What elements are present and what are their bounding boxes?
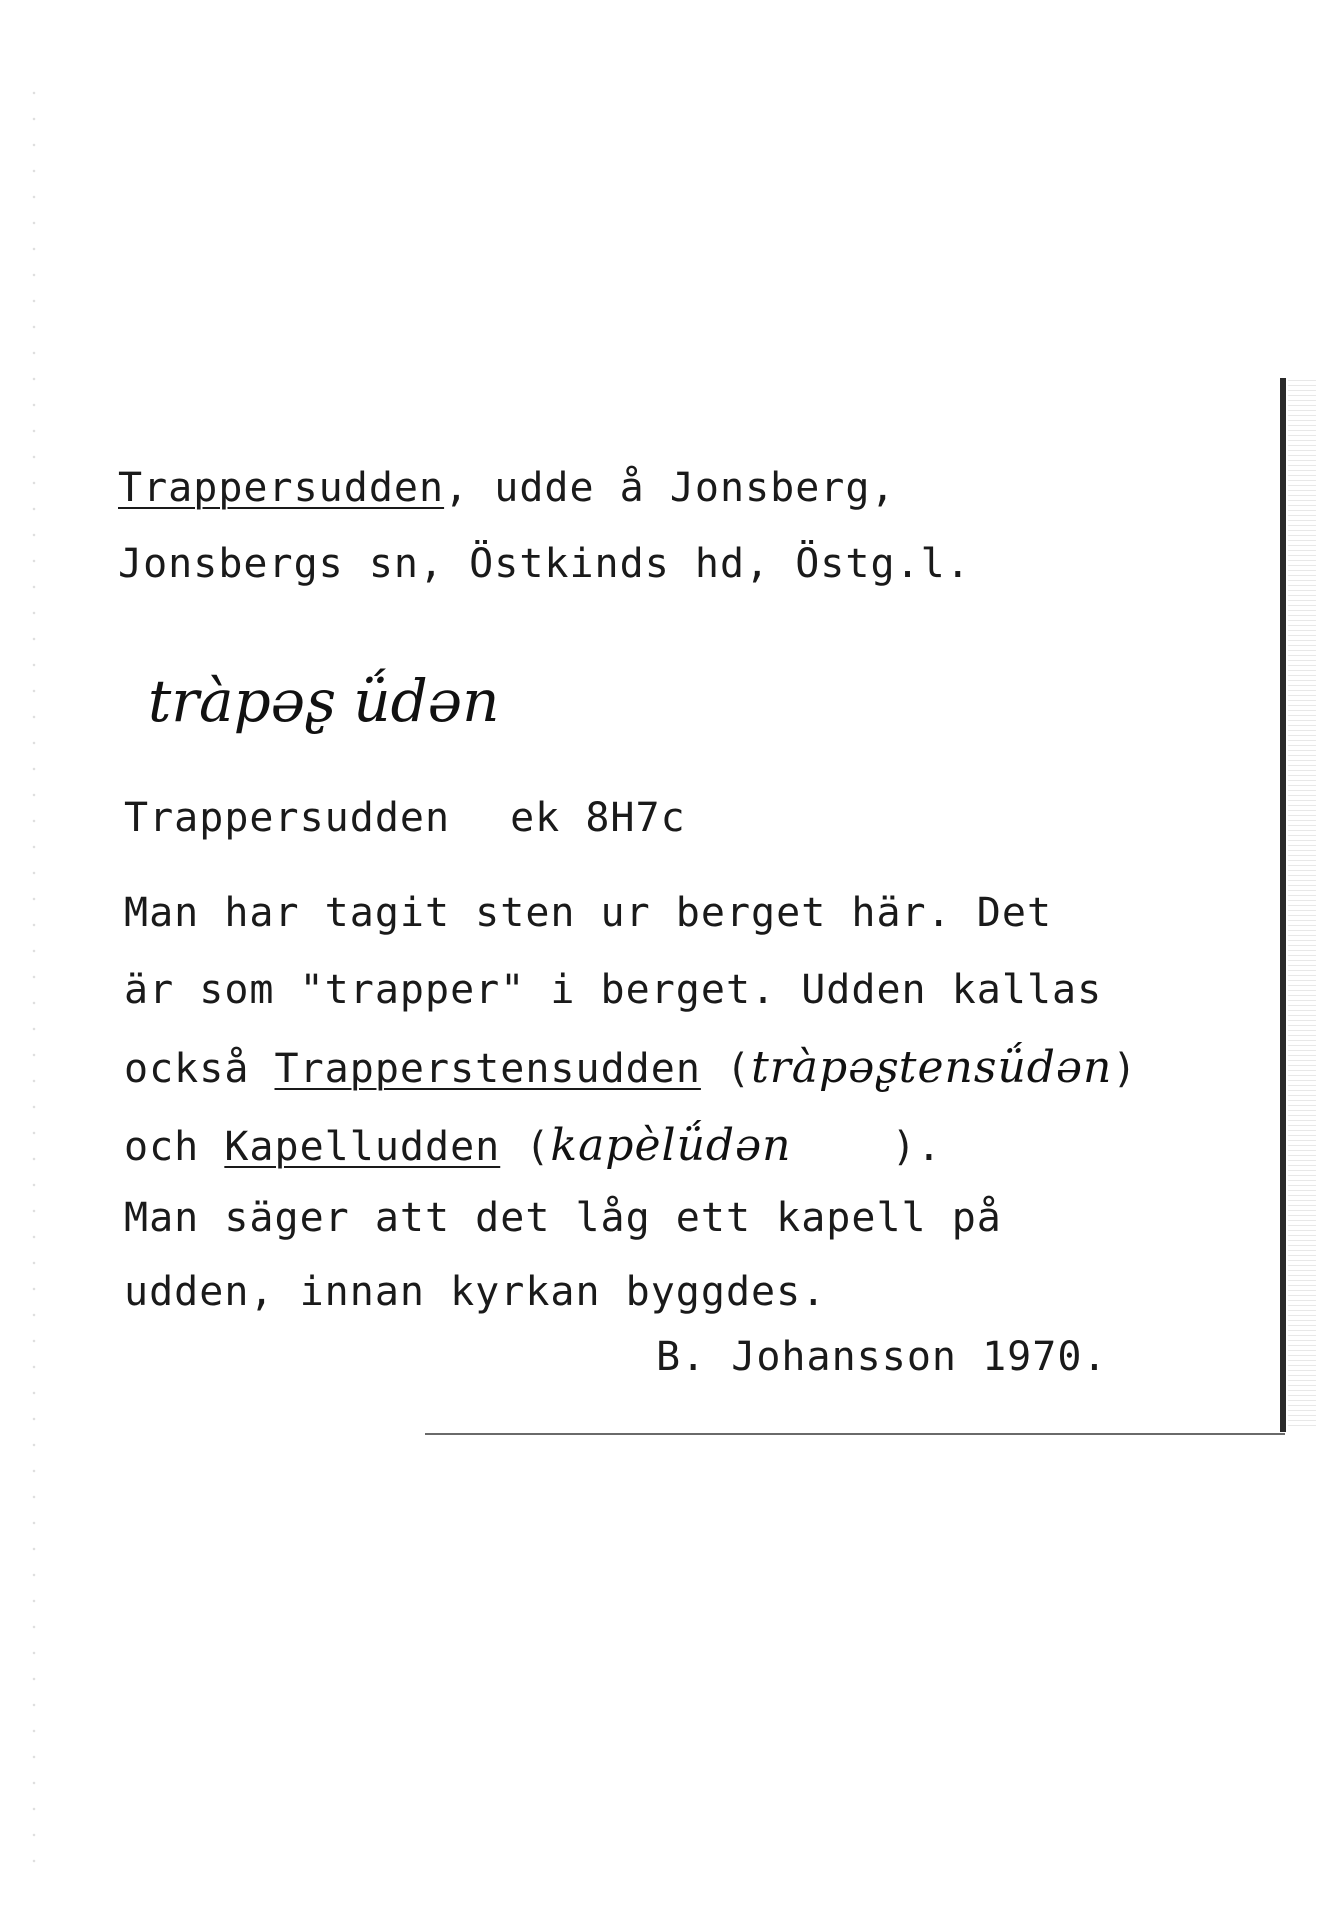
signature: B. Johansson 1970. [656, 1334, 1108, 1380]
body-line-6: udden, innan kyrkan byggdes. [124, 1269, 827, 1315]
place-name: Trappersudden [118, 465, 445, 511]
map-ref-code: ek 8H7c [510, 795, 686, 841]
paren-open: ( [500, 1124, 551, 1170]
paren-close: ). [791, 1124, 942, 1170]
heading-line [118, 465, 896, 511]
card-bottom-border [425, 1433, 1285, 1435]
body-line-3-prefix: också [124, 1046, 275, 1092]
map-reference-line [124, 795, 686, 841]
body-line-1: Man har tagit sten ur berget här. Det [124, 890, 1053, 936]
paren-close: ) [1112, 1046, 1138, 1092]
heading-rest: , udde å Jonsberg, [444, 465, 896, 511]
pronunciation-trapperstensudden: tràpəʂtensǘdən [751, 1042, 1113, 1093]
card-edge-texture [1288, 380, 1316, 1430]
body-line-2: är som "trapper" i berget. Udden kallas [124, 967, 1103, 1013]
body-line-4-prefix: och [124, 1124, 225, 1170]
parish-line: Jonsbergs sn, Östkinds hd, Östg.l. [118, 541, 971, 587]
alt-name-kapelludden: Kapelludden [224, 1124, 501, 1170]
pronunciation-kapelludden: kapèlǘdən [550, 1120, 792, 1171]
body-line-4 [124, 1120, 942, 1171]
alt-name-trapperstensudden: Trapperstensudden [274, 1046, 701, 1092]
scan-speckle [30, 80, 38, 1880]
card-right-border [1280, 378, 1286, 1432]
body-line-3 [124, 1042, 1138, 1093]
pronunciation-handwritten: tràpəʂ ǘdən [148, 667, 500, 735]
body-line-5: Man säger att det låg ett kapell på [124, 1195, 1002, 1241]
paren-open: ( [700, 1046, 752, 1092]
map-ref-name: Trappersudden [124, 795, 451, 841]
